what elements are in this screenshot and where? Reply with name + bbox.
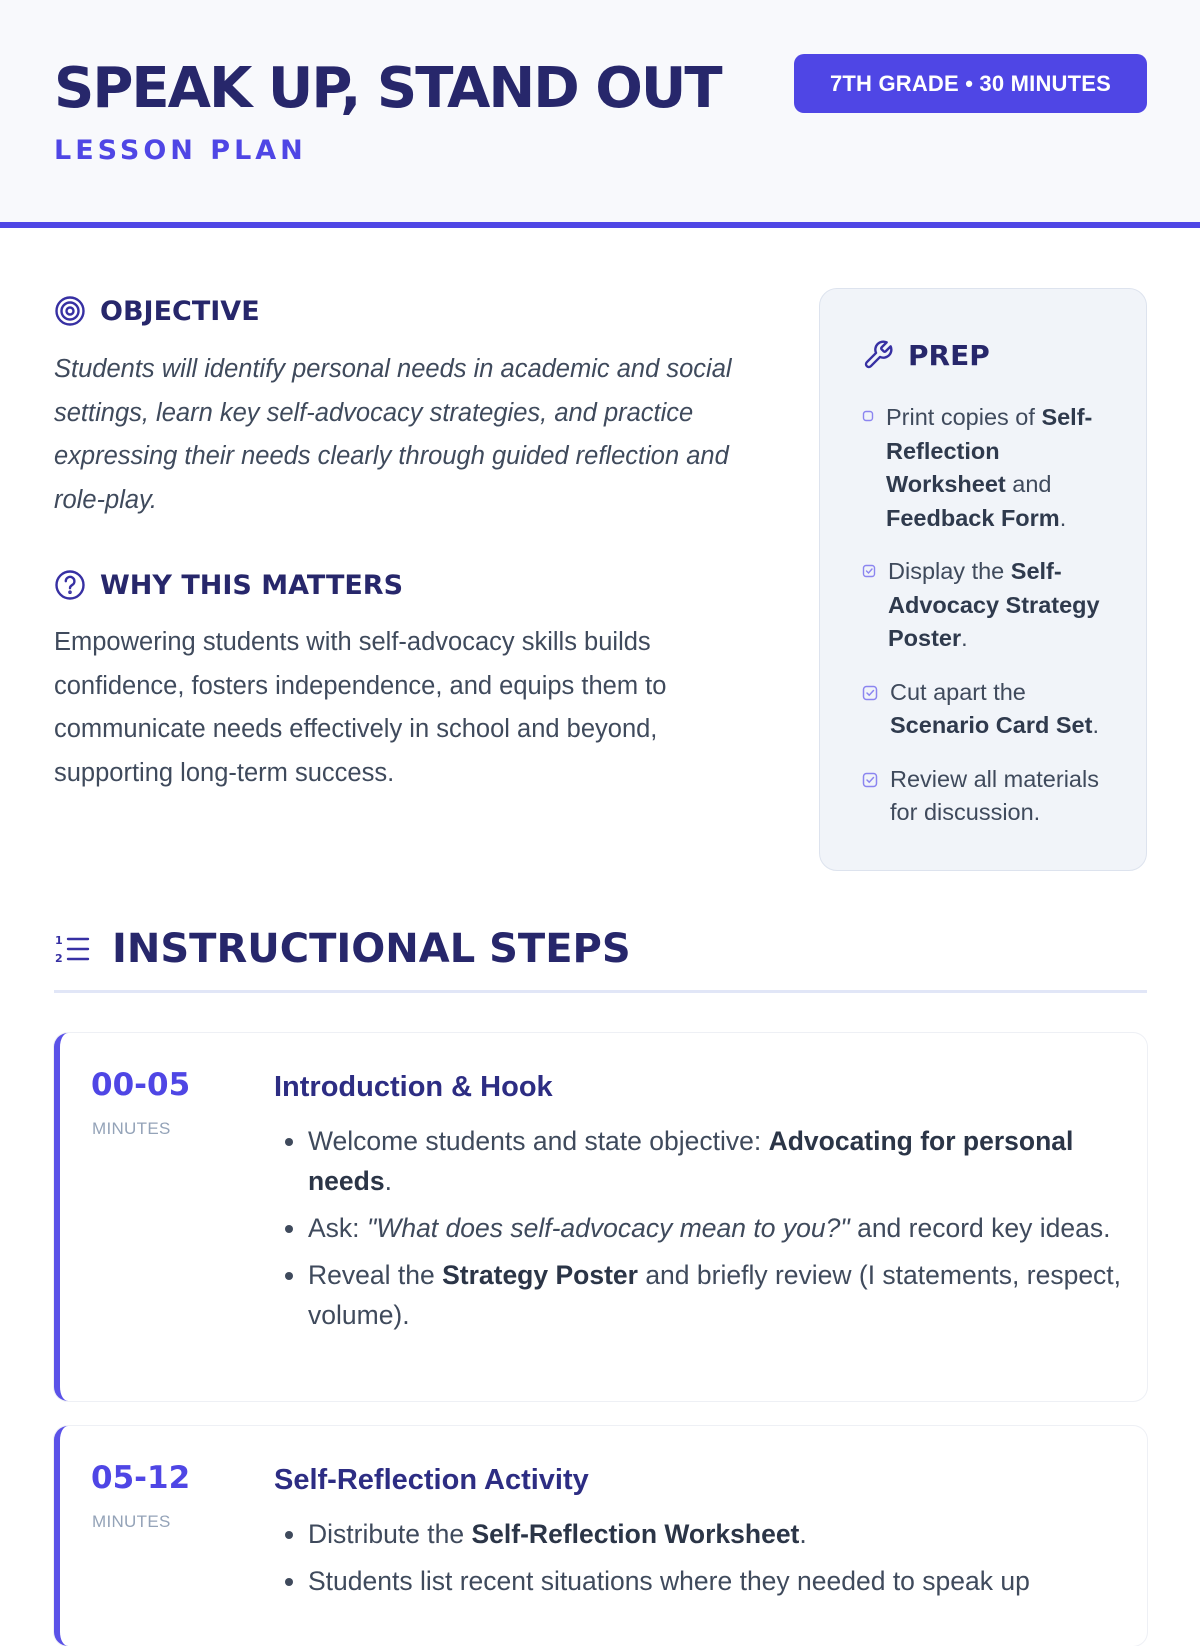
- step-unit: MINUTES: [92, 1119, 171, 1138]
- step-card: [54, 1426, 1147, 1646]
- page-header: [0, 0, 1200, 228]
- step-bullet: • Ask: "What does self-advocacy mean to you?" and record key ideas.: [308, 1208, 1158, 1248]
- step-unit: MINUTES: [92, 1512, 171, 1531]
- steps-divider: [54, 990, 1147, 993]
- prep-item: [862, 555, 1124, 656]
- prep-heading: [862, 333, 990, 377]
- objective-text: Students will identify personal needs in academic and social settings, learn key self-advocacy strategies, and practice expressing their needs clearly through guided reflection and role-play.: [54, 355, 732, 514]
- checkbox-icon: [862, 564, 876, 656]
- wrench-icon: [862, 339, 894, 371]
- why-text: Empowering students with self-advocacy skills builds confidence, fosters independence, and equips them to communicate needs effectively in school and beyond, supporting long-term success.: [54, 628, 667, 787]
- step-time: 05-12: [91, 1460, 191, 1496]
- page-title: SPEAK UP, STAND OUT: [54, 56, 721, 121]
- prep-item-text: Print copies of Self-Reflection Worksheet and Feedback Form.: [886, 404, 1093, 531]
- step-title: Introduction & Hook: [274, 1071, 553, 1103]
- prep-item-text: Display the Self-Advocacy Strategy Poster.: [888, 558, 1100, 651]
- step-bullet: • Welcome students and state objective: Advocating for personal needs.: [308, 1121, 1158, 1201]
- page-subtitle: LESSON PLAN: [54, 135, 307, 166]
- step-bullets: [274, 1121, 1158, 1342]
- step-bullets: [274, 1514, 1158, 1608]
- steps-heading: [54, 919, 631, 979]
- step-bullet: • Distribute the Self-Reflection Worksheet.: [308, 1514, 1158, 1554]
- question-circle-icon: [54, 569, 86, 601]
- prep-item-text: Cut apart the Scenario Card Set.: [890, 678, 1099, 738]
- checkbox-icon: [862, 685, 878, 743]
- step-card: [54, 1033, 1147, 1401]
- step-bullet: • Reveal the Strategy Poster and briefly review (I statements, respect, volume).: [308, 1255, 1158, 1335]
- step-bullet: • Students list recent situations where they needed to speak up: [308, 1561, 1158, 1601]
- checkbox-icon: [862, 410, 874, 535]
- objective-heading: [54, 289, 260, 333]
- target-icon: [54, 295, 86, 327]
- prep-item: [862, 676, 1124, 743]
- prep-item: [862, 763, 1124, 830]
- prep-card: [819, 288, 1147, 871]
- prep-heading-text: PREP: [908, 338, 990, 372]
- step-time: 00-05: [91, 1067, 191, 1103]
- prep-item: [862, 401, 1124, 535]
- steps-heading-text: INSTRUCTIONAL STEPS: [112, 926, 631, 972]
- svg-text:1: 1: [55, 934, 63, 947]
- svg-text:2: 2: [55, 952, 63, 965]
- why-heading-text: WHY THIS MATTERS: [100, 569, 404, 601]
- grade-duration-badge: 7TH GRADE • 30 MINUTES: [794, 54, 1147, 113]
- step-title: Self-Reflection Activity: [274, 1464, 589, 1496]
- objective-heading-text: OBJECTIVE: [100, 295, 260, 327]
- why-heading: [54, 563, 403, 607]
- checkbox-icon: [862, 772, 878, 830]
- numbered-list-icon: [54, 931, 90, 967]
- prep-list: [862, 401, 1124, 850]
- prep-item-text: Review all materials for discussion.: [890, 765, 1099, 825]
